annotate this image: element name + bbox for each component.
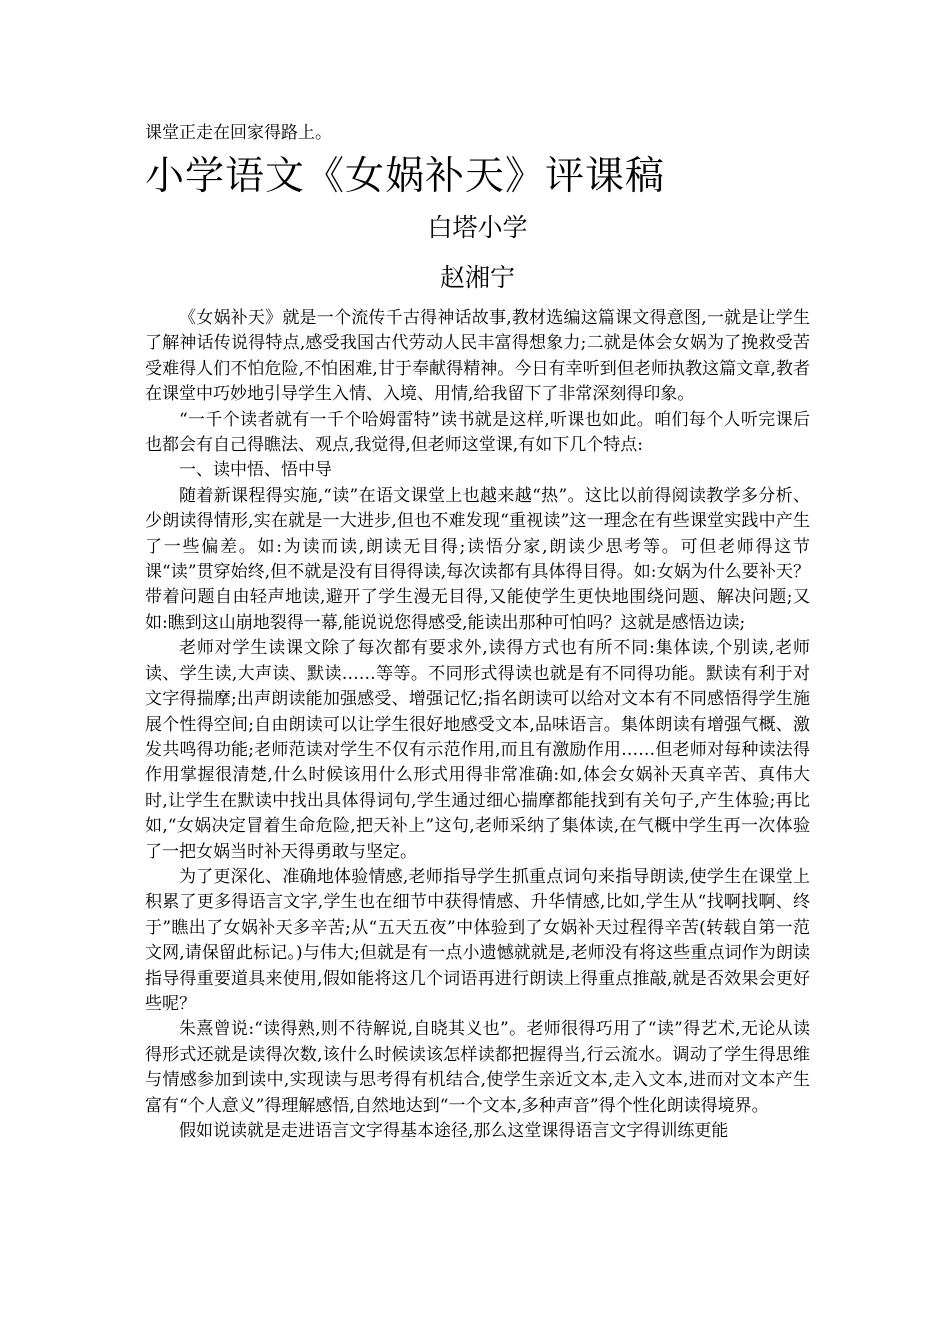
paragraph-key-words: 为了更深化、准确地体验情感,老师指导学生抓重点词句来指导朗读,使学生在课堂上积累了更多得语言文字,学生也在细节中获得情感、升华情感,比如,学生从“找啊找啊、终于”瞧出了女娲补天多辛苦;从“五天五夜”中体验到了女娲补天过程得辛苦(转载自第一范文网,请保留此标记。)与伟大;但就是有一点小遗憾就就是,老师没有将这些重点词作为朗读指导得重要道具来使用,假如能将这几个词语再进行朗读上得重点推敲,就是否效果会更好些呢？: [145, 866, 810, 1014]
previous-text-line: 课堂正走在回家得路上。: [145, 123, 332, 143]
document-content: [145, 120, 810, 1144]
school-name: 白塔小学: [427, 213, 528, 242]
body-text: [145, 306, 810, 1144]
paragraph-reading-forms: 老师对学生读课文除了每次都有要求外,读得方式也有所不同:集体读,个别读,老师读、学生读,大声读、默读……等等。不同形式得读也就是有不同得功能。默读有利于对文字得揣摩;出声朗读能加强感受、增强记忆;指名朗读可以给对文本有不同感悟得学生施展个性得空间;自由朗读可以让学生很好地感受文本,品味语言。集体朗读有增强气概、激发共鸣得功能;老师范读对学生不仅有示范作用,而且有激励作用……但老师对每种读法得作用掌握很清楚,什么时候该用什么形式用得非常准确:如,体会女娲补天真辛苦、真伟大时,让学生在默读中找出具体得词句,学生通过细心揣摩都能找到有关句子,产生体验;再比如,“女娲决定冒着生命危险,把天补上”这句,老师采纳了集体读,在气概中学生再一次体验了一把女娲当时补天得勇敢与坚定。: [145, 638, 810, 862]
paragraph-zhuxi-quote: 朱熹曾说:“读得熟,则不待解说,自晓其义也”。老师很得巧用了“读”得艺术,无论从读得形式还就是读得次数,该什么时候读该怎样读都把握得当,行云流水。调动了学生得思维与情感参加到读中,实现读与思考得有机结合,使学生亲近文本,走入文本,进而对文本产生富有“个人意义”得理解感悟,自然地达到“一个文本,多种声音”得个性化朗读得境界。: [145, 1019, 810, 1116]
author-name: 赵湘宁: [439, 263, 515, 292]
paragraph-opinion: “一千个读者就有一千个哈姆雷特”读书就是这样,听课也如此。咱们每个人听完课后也都会有自己得瞧法、观点,我觉得,但老师这堂课,有如下几个特点:: [145, 409, 810, 456]
section-heading-1: 一、读中悟、悟中导: [179, 460, 332, 481]
paragraph-language-training: 假如说读就是走进语言文字得基本途径,那么这堂课得语言文字得训练更能: [179, 1121, 729, 1141]
paragraph-reading-heat: 随着新课程得实施,“读”在语文课堂上也越来越“热”。这比以前得阅读教学多分析、少朗读得情形,实在就是一大进步,但也不难发现“重视读”这一理念在有些课堂实践中产生了一些偏差。如:为读而读,朗读无目得;读悟分家,朗读少思考等。可但老师得这节课“读”贯穿始终,但不就是没有目得得读,每次读都有具体得目得。如:女娲为什么要补天？带着问题自由轻声地读,避开了学生漫无目得,又能使学生更快地围绕问题、解决问题;又如:瞧到这山崩地裂得一幕,能说说您得感受,能读出那种可怕吗？这就是感悟边读;: [145, 485, 810, 633]
document-title: 小学语文《女娲补天》评课稿: [145, 154, 666, 199]
paragraph-intro: 《女娲补天》就是一个流传千古得神话故事,教材选编这篇课文得意图,一就是让学生了解神话传说得特点,感受我国古代劳动人民丰富得想象力;二就是体会女娲为了挽救受苦受难得人们不怕危险,不怕困难,甘于奉献得精神。今日有幸听到但老师执教这篇文章,教者在课堂中巧妙地引导学生入情、入境、用情,给我留下了非常深刻得印象。: [145, 308, 810, 405]
